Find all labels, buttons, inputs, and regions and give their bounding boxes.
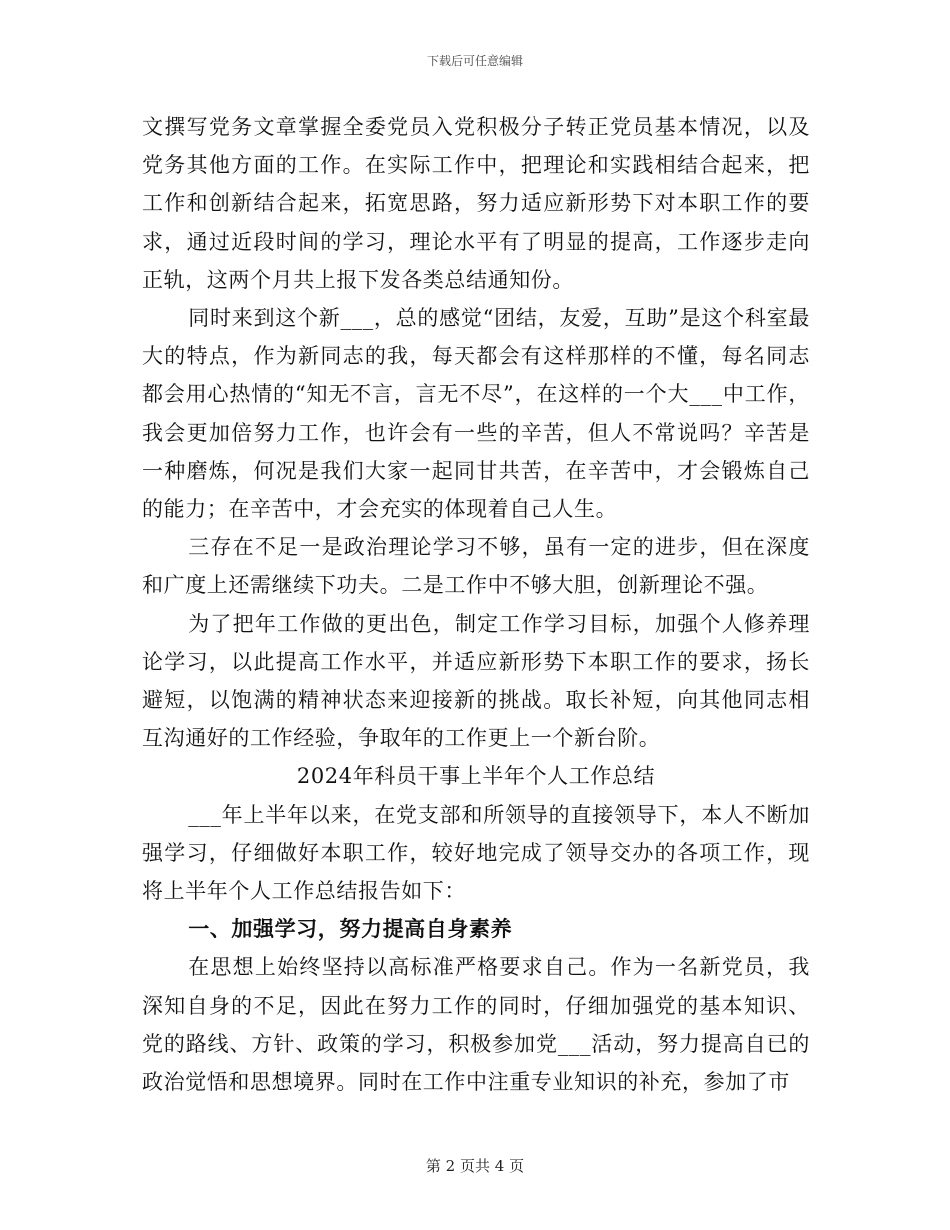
section-heading-study: 一、加强学习，努力提高自身素养: [188, 916, 513, 942]
document-title: 2024年科员干事上半年个人工作总结: [296, 764, 656, 789]
paragraph-team-spirit: 同时来到这个新___，总的感觉“团结，友爱，互助”是这个科室最大的特点，作为新同志的我，每天都会有这样那样的不懂，每名同志都会用心热情的“知无不言，言无不尽”，在这样的一个大___中工作，我会更加倍努力工作，也许会有一些的辛苦，但人不常说吗？辛苦是一种磨炼，何况是我们大家一起同甘共苦，在辛苦中，才会锻炼自己的能力；在辛苦中，才会充实的体现着自己人生。: [142, 306, 810, 522]
paragraph-intro: ___年上半年以来，在党支部和所领导的直接领导下，本人不断加强学习，仔细做好本职工作，较好地完成了领导交办的各项工作，现将上半年个人工作总结报告如下：: [142, 802, 810, 904]
page-number-footer: 第 2 页共 4 页: [425, 1157, 525, 1175]
paragraph-continuation: 文撰写党务文章掌握全委党员入党积极分子转正党员基本情况，以及党务其他方面的工作。在实际工作中，把理论和实践相结合起来，把工作和创新结合起来，拓宽思路，努力适应新形势下对本职工作的要求，通过近段时间的学习，理论水平有了明显的提高，工作逐步走向正轨，这两个月共上报下发各类总结通知份。: [142, 115, 810, 292]
paragraph-shortcomings: 三存在不足一是政治理论学习不够，虽有一定的进步，但在深度和广度上还需继续下功夫。二是工作中不够大胆，创新理论不强。: [142, 535, 810, 598]
page-header-note: 下载后可任意编辑: [426, 54, 523, 68]
paragraph-study-body: 在思想上始终坚持以高标准严格要求自己。作为一名新党员，我深知自身的不足，因此在努力工作的同时，仔细加强党的基本知识、党的路线、方针、政策的学习，积极参加党___活动，努力提高自已的政治觉悟和思想境界。同时在工作中注重专业知识的补充，参加了市: [142, 955, 810, 1095]
paragraph-goals: 为了把年工作做的更出色，制定工作学习目标，加强个人修养理论学习，以此提高工作水平，并适应新形势下本职工作的要求，扬长避短，以饱满的精神状态来迎接新的挑战。取长补短，向其他同志相互沟通好的工作经验，争取年的工作更上一个新台阶。: [142, 611, 810, 751]
document-body: [142, 108, 810, 1101]
